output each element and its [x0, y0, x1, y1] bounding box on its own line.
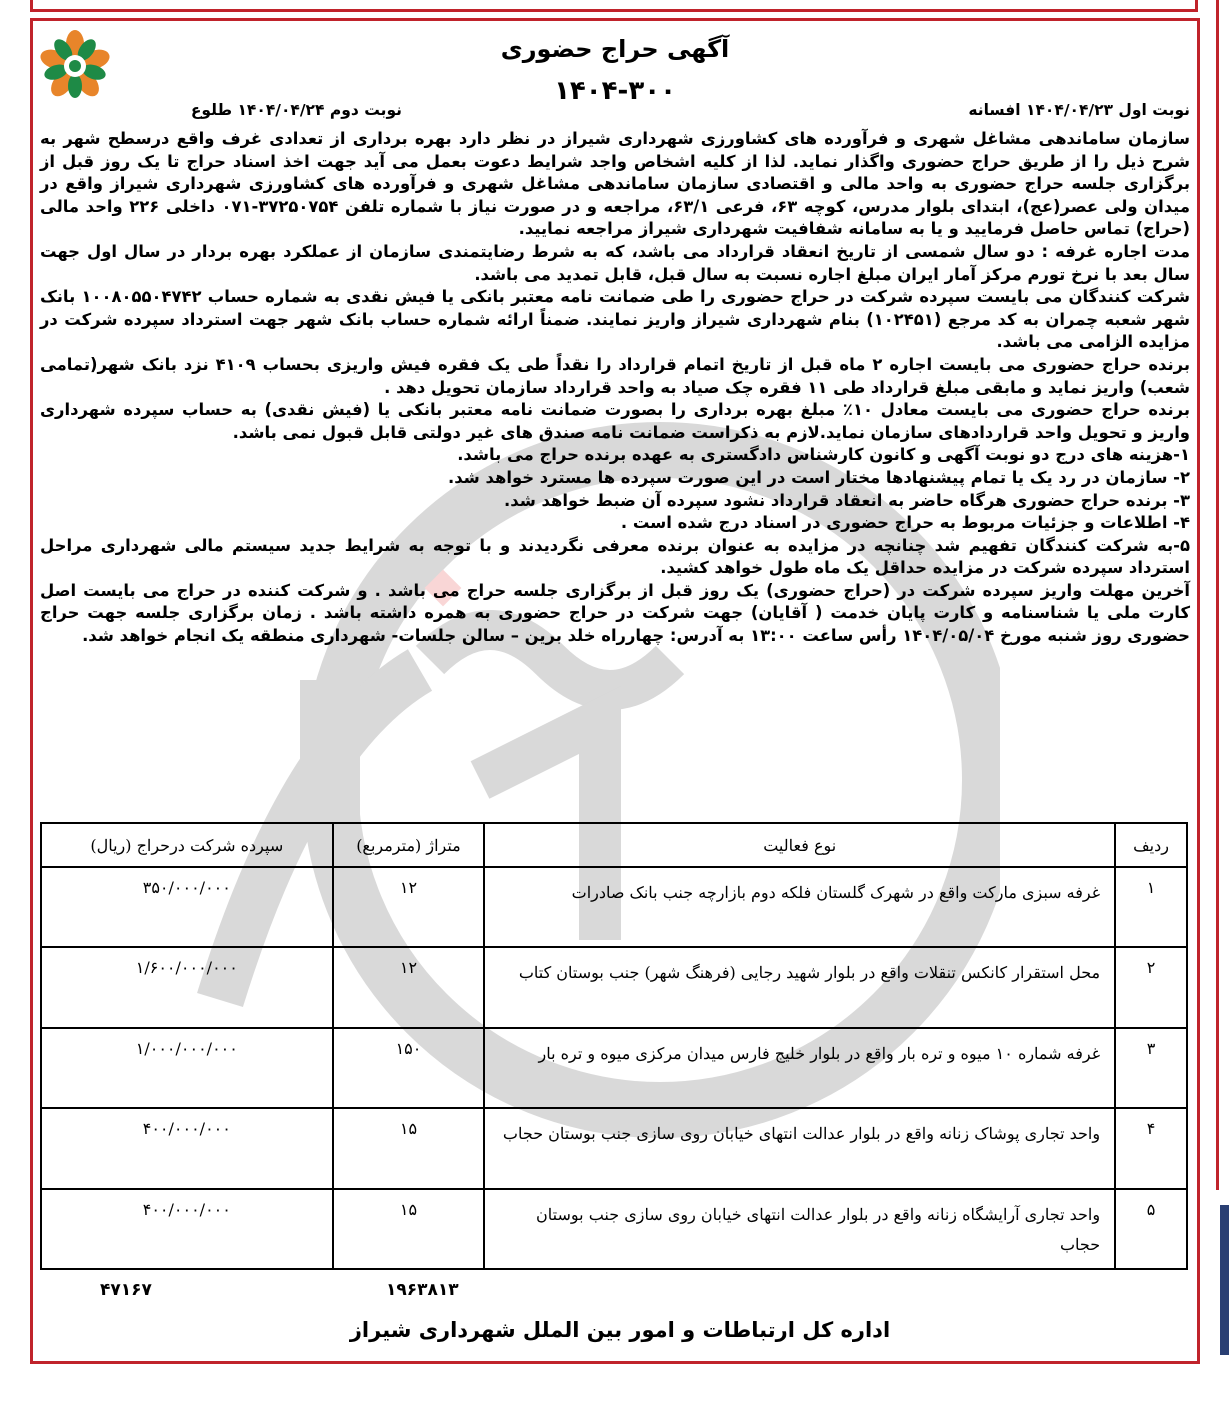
- header-area: متراژ (مترمربع): [333, 823, 485, 867]
- paragraph-item-4: ۴- اطلاعات و جزئیات مربوط به حراج حضوری در اسناد درج شده است .: [620, 513, 1190, 533]
- cell-deposit: ۱/۰۰۰/۰۰۰/۰۰۰: [41, 1028, 333, 1108]
- cell-deposit: ۴۰۰/۰۰۰/۰۰۰: [41, 1108, 333, 1188]
- cell-area: ۱۵: [333, 1108, 485, 1188]
- table-row: [41, 947, 1187, 1027]
- publication-first: نوبت اول ۱۴۰۴/۰۴/۲۳ افسانه: [968, 101, 1190, 119]
- cell-row-number: ۲: [1115, 947, 1187, 1027]
- table-header-row: [41, 823, 1187, 867]
- paragraph-lease-term: مدت اجاره غرفه : دو سال شمسی از تاریخ انعقاد قرارداد می باشد، که به شرط رضایتمندی سازمان از عملکرد بهره بردار در سال اول جهت سال بعد با نرخ تورم مرکز آمار ایران مبلغ اجاره نسبت به سال قبل، قابل تمدید می باشد.: [40, 241, 1190, 284]
- publication-line: [40, 101, 1190, 127]
- paragraph-guarantee: برنده حراج حضوری می بایست معادل ۱۰٪ مبلغ بهره برداری را بصورت ضمانت نامه معتبر بانکی یا (فیش نقدی) به حساب سپرده شهرداری واریز و تحویل واحد قراردادهای سازمان نماید.لازم به ذکراست ضمانت نامه صندق های غیر دولتی قابل قبول نمی باشد.: [40, 400, 1191, 442]
- table-row: [41, 1108, 1187, 1188]
- cell-row-number: ۴: [1115, 1108, 1187, 1188]
- side-red-line: [1216, 0, 1219, 1190]
- paragraph-item-1: ۱-هزینه های درج دو نوبت آگهی و کانون کارشناس دادگستری به عهده برنده حراج می باشد.: [457, 445, 1190, 465]
- cell-activity: واحد تجاری پوشاک زنانه واقع در بلوار عدالت انتهای خیابان روی سازی جنب بوستان حجاب: [484, 1108, 1115, 1188]
- cell-deposit: ۱/۶۰۰/۰۰۰/۰۰۰: [41, 947, 333, 1027]
- paragraph-deadline: آخرین مهلت واریز سپرده شرکت در (حراج حضوری) یک روز قبل از برگزاری جلسه حراج می باشد . و شرکت کننده در حراج می بایست اصل کارت ملی یا شناسنامه و کارت پایان خدمت ( آقایان) جهت شرکت در حراج حضوری به همره داشته باشد . زمان برگزاری جلسه جهت حراج حضوری روز شنبه مورخ ۱۴۰۴/۰۵/۰۴ رأس ساعت ۱۳:۰۰ به آدرس: چهارراه خلد برین – سالن جلسات- شهرداری منطقه یک انجام خواهد شد.: [40, 580, 1190, 646]
- notice-title: آگهی حراج حضوری: [500, 35, 730, 63]
- code-left: ۴۷۱۶۷: [100, 1280, 152, 1300]
- header-deposit: سپرده شرکت درحراج (ریال): [41, 823, 333, 867]
- table-row: [41, 867, 1187, 947]
- cell-deposit: ۳۵۰/۰۰۰/۰۰۰: [41, 867, 333, 947]
- paragraph-item-5: ۵-به شرکت کنندگان تفهیم شد چنانچه در مزایده به عنوان برنده معرفی نگردیدند و با توجه به شرایط جدید سیستم مالی شهرداری مراحل استرداد سپرده شرکت در مزایده حداقل یک ماه طول خواهد کشید.: [40, 535, 1190, 578]
- footer-signature: اداره کل ارتباطات و امور بین الملل شهرداری شیراز: [349, 1318, 891, 1342]
- code-right: ۱۹۶۳۸۱۳: [386, 1280, 459, 1300]
- cell-area: ۱۵۰: [333, 1028, 485, 1108]
- paragraph-item-2: ۲- سازمان در رد یک یا تمام پیشنهادها مختار است در این صورت سپرده ها مسترد خواهد شد.: [447, 467, 1190, 487]
- shiraz-municipality-flower-icon: [40, 30, 110, 102]
- cell-area: ۱۲: [333, 867, 485, 947]
- cell-row-number: ۱: [1115, 867, 1187, 947]
- header-activity: نوع فعالیت: [484, 823, 1115, 867]
- cell-activity: واحد تجاری آرایشگاه زنانه واقع در بلوار عدالت انتهای خیابان روی سازی جنب بوستان حجاب: [484, 1189, 1115, 1269]
- cell-deposit: ۴۰۰/۰۰۰/۰۰۰: [41, 1189, 333, 1269]
- paragraph-payment: برنده حراج حضوری می بایست اجاره ۲ ماه قبل از تاریخ اتمام قرارداد را نقداً طی یک فقره فیش واریزی بحساب ۴۱۰۹ نزد بانک شهر(تمامی شعب) واریز نماید و مابقی مبلغ قرارداد طی ۱۱ فقره چک صیاد به واحد قرارداد سازمان تحویل دهد .: [40, 354, 1190, 397]
- table-row: [41, 1028, 1187, 1108]
- cell-row-number: ۳: [1115, 1028, 1187, 1108]
- header-row-number: ردیف: [1115, 823, 1187, 867]
- cell-row-number: ۵: [1115, 1189, 1187, 1269]
- cell-activity: غرفه شماره ۱۰ میوه و تره بار واقع در بلوار خلیج فارس میدان مرکزی میوه و تره بار: [484, 1028, 1115, 1108]
- publication-second: نوبت دوم ۱۴۰۴/۰۴/۲۴ طلوع: [190, 101, 402, 119]
- cell-activity: محل استقرار کانکس تنقلات واقع در بلوار شهید رجایی (فرهنگ شهر) جنب بوستان کتاب: [484, 947, 1115, 1027]
- side-blue-tab: [1220, 1205, 1229, 1355]
- top-border-strip: [30, 0, 1198, 12]
- cell-area: ۱۲: [333, 947, 485, 1027]
- notice-header: [150, 32, 1080, 108]
- paragraph-deposit: شرکت کنندگان می بایست سپرده شرکت در حراج حضوری را طی ضمانت نامه معتبر بانکی یا فیش نقدی به شماره حساب ۱۰۰۸۰۵۵۰۴۷۴۲ بانک شهر شعبه چمران به کد مرجع (۱۰۲۴۵۱) بنام شهرداری شیراز واریز نمایند. ضمناً ارائه شماره حساب بانک شهر جهت استرداد سپرده شرکت در مزایده الزامی می باشد.: [40, 287, 1190, 352]
- notice-body: [40, 128, 1190, 648]
- notice-number: ۱۴۰۴-۳۰۰: [554, 76, 676, 106]
- table-row: [41, 1189, 1187, 1269]
- paragraph-item-3: ۳- برنده حراج حضوری هرگاه حاضر به انعقاد قرارداد نشود سپرده آن ضبط خواهد شد.: [504, 490, 1190, 510]
- cell-activity: غرفه سبزی مارکت واقع در شهرک گلستان فلکه دوم بازارچه جنب بانک صادرات: [484, 867, 1115, 947]
- auction-items-table: [40, 822, 1188, 1270]
- cell-area: ۱۵: [333, 1189, 485, 1269]
- paragraph-intro: سازمان ساماندهی مشاغل شهری و فرآورده های کشاورزی شهرداری شیراز در نظر دارد بهره برداری از تعدادی غرف واقع درسطح شهر به شرح ذیل را از طریق حراج حضوری واگذار نماید. لذا از کلیه اشخاص واجد شرایط دعوت بعمل می آید جهت اخذ اسناد حراج تا یک روز قبل از برگزاری جلسه حراج حضوری به واحد مالی و اقتصادی سازمان ساماندهی مشاغل شهری و فرآورده های کشاورزی شهرداری شیراز واقع در میدان ولی عصر(عج)، ابتدای بلوار مدرس، کوچه ۶۳، فرعی ۶۳/۱، مراجعه و در صورت نیاز با شماره تلفن ۳۷۲۵۰۷۵۴-۰۷۱ داخلی ۲۲۶ واحد مالی (حراج) تماس حاصل فرمایید و یا به سامانه شفافیت شهرداری شیراز مراجعه نمایید.: [40, 129, 1191, 239]
